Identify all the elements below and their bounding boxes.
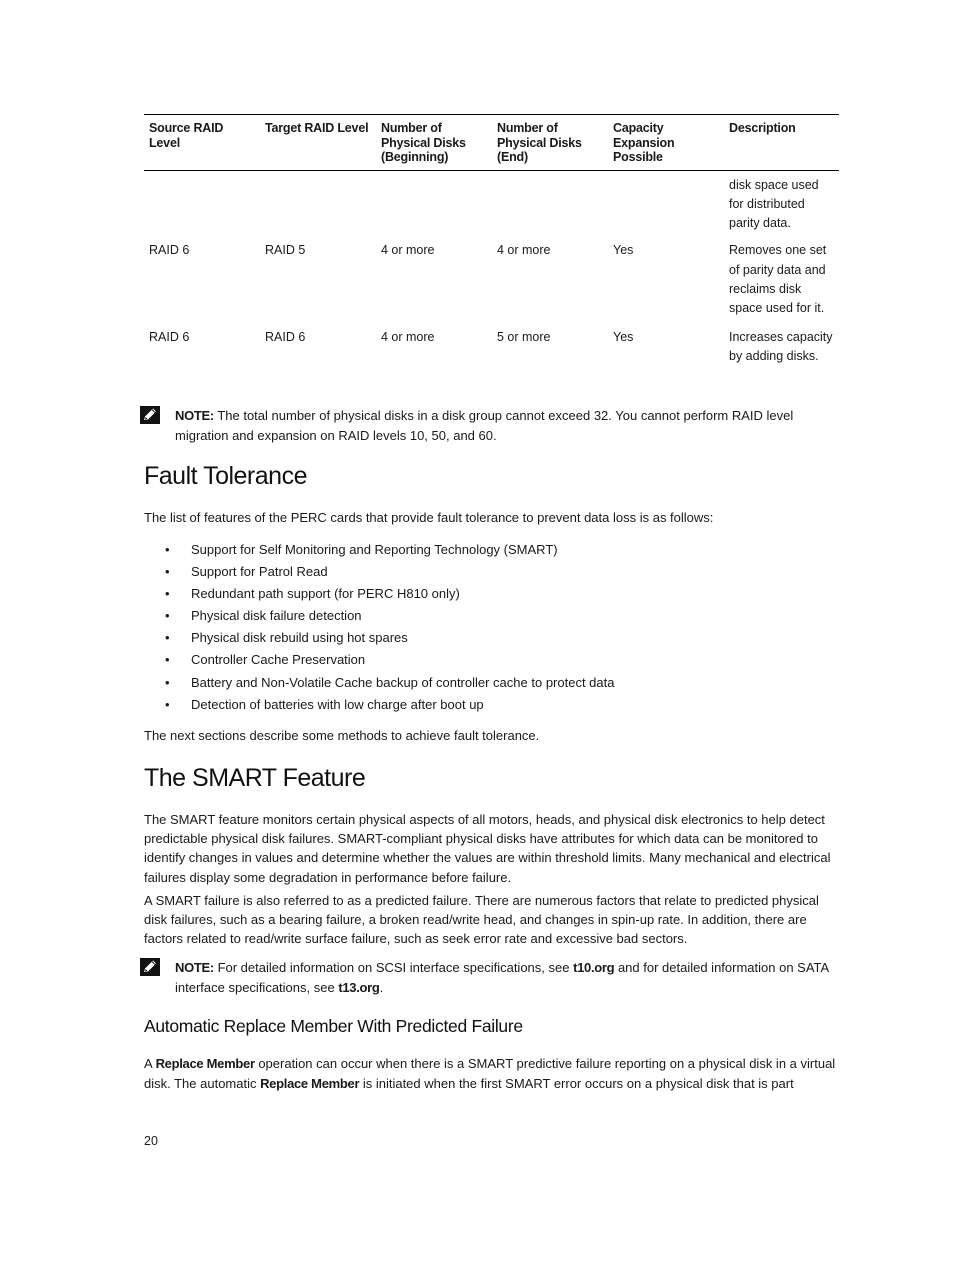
table-cell: 4 or more	[381, 329, 435, 344]
note-body: and for detailed information on SATA interface specifications, see	[175, 960, 829, 995]
list-item: • Controller Cache Preservation	[144, 650, 839, 672]
table-cell: Yes	[613, 243, 634, 258]
table-row	[144, 328, 839, 375]
column-header: Source RAID Level	[144, 115, 260, 171]
note-body: For detailed information on SCSI interface specifications, see	[213, 960, 574, 975]
column-header: Number of Physical Disks (End)	[492, 115, 608, 171]
table-header-row	[144, 115, 839, 171]
table-cell	[608, 170, 724, 241]
table-cell: 4 or more	[497, 243, 551, 258]
column-header: Target RAID Level	[260, 115, 376, 171]
paragraph: The list of features of the PERC cards that provide fault tolerance to prevent data loss is as follows:	[144, 510, 714, 525]
link-t10[interactable]: t10.org	[573, 960, 615, 975]
table-cell: Yes	[613, 329, 634, 344]
table-cell	[144, 170, 260, 241]
table-row	[144, 170, 839, 241]
paragraph: The next sections describe some methods to achieve fault tolerance.	[144, 728, 540, 743]
column-header: Capacity Expansion Possible	[608, 115, 724, 171]
table-cell: RAID 6	[149, 329, 190, 344]
table-cell: RAID 6	[149, 243, 190, 258]
section-heading-fault-tolerance: Fault Tolerance	[144, 462, 307, 490]
table-cell: disk space used for distributed parity data.	[729, 177, 819, 231]
column-header: Description	[724, 115, 839, 171]
table-cell: Increases capacity by adding disks.	[729, 329, 833, 363]
term-replace-member: Replace Member	[260, 1076, 360, 1091]
list-item: • Support for Patrol Read	[144, 562, 839, 584]
term-replace-member: Replace Member	[155, 1056, 255, 1071]
raid-migration-table	[144, 114, 839, 374]
note-text	[175, 406, 835, 445]
table-cell: RAID 5	[265, 243, 306, 258]
table-cell: 4 or more	[381, 243, 435, 258]
list-item: • Physical disk rebuild using hot spares	[144, 628, 839, 650]
table-cell: RAID 6	[265, 329, 306, 344]
section-heading-smart: The SMART Feature	[144, 764, 366, 792]
list-item: • Support for Self Monitoring and Reporting Technology (SMART)	[144, 540, 839, 562]
list-item: • Redundant path support (for PERC H810 only)	[144, 584, 839, 606]
fault-tolerance-list	[144, 540, 839, 717]
subsection-heading: Automatic Replace Member With Predicted Failure	[144, 1016, 523, 1036]
text-run: A	[144, 1056, 156, 1071]
note-body: .	[379, 979, 384, 995]
paragraph: A SMART failure is also referred to as a predicted failure. There are numerous factors that relate to predicted physical disk failures, such as a bearing failure, a broken read/write head, and changes in spin-up rate. In addition, there are factors related to read/write surface failure, such as seek error rate and excessive bad sectors.	[144, 893, 819, 947]
table-cell	[492, 170, 608, 241]
table-row	[144, 241, 839, 327]
paragraph	[144, 1054, 839, 1094]
table-cell: Removes one set of parity data and reclaims disk space used for it.	[729, 243, 827, 316]
table-cell: 5 or more	[497, 329, 551, 344]
note-text	[175, 958, 835, 997]
column-header: Number of Physical Disks (Beginning)	[376, 115, 492, 171]
note-pencil-icon	[140, 958, 160, 976]
text-run: operation can occur when there is a SMART predictive failure reporting on a physical disk in a virtual disk. The automatic	[144, 1056, 836, 1091]
note-label: NOTE:	[175, 960, 214, 975]
text-run: is initiated when the first SMART error occurs on a physical disk that is part	[359, 1076, 794, 1091]
note-label: NOTE:	[175, 408, 214, 423]
list-item: • Physical disk failure detection	[144, 606, 839, 628]
note-pencil-icon	[140, 406, 160, 424]
link-t13[interactable]: t13.org	[338, 979, 380, 995]
paragraph: The SMART feature monitors certain physical aspects of all motors, heads, and physical disk electronics to help detect predictable physical disk failures. SMART-compliant physical disks have attributes for which data can be monitored to identify changes in values and determine whether the values are within threshold limits. Many mechanical and electrical failures display some degradation in performance before failure.	[144, 812, 831, 885]
page-number: 20	[144, 1134, 158, 1148]
note-body: The total number of physical disks in a disk group cannot exceed 32. You cannot perform RAID level migration and expansion on RAID levels 10, 50, and 60.	[175, 408, 794, 443]
list-item: • Battery and Non-Volatile Cache backup of controller cache to protect data	[144, 673, 839, 695]
list-item: • Detection of batteries with low charge after boot up	[144, 695, 839, 717]
table-cell	[376, 170, 492, 241]
table-cell	[260, 170, 376, 241]
